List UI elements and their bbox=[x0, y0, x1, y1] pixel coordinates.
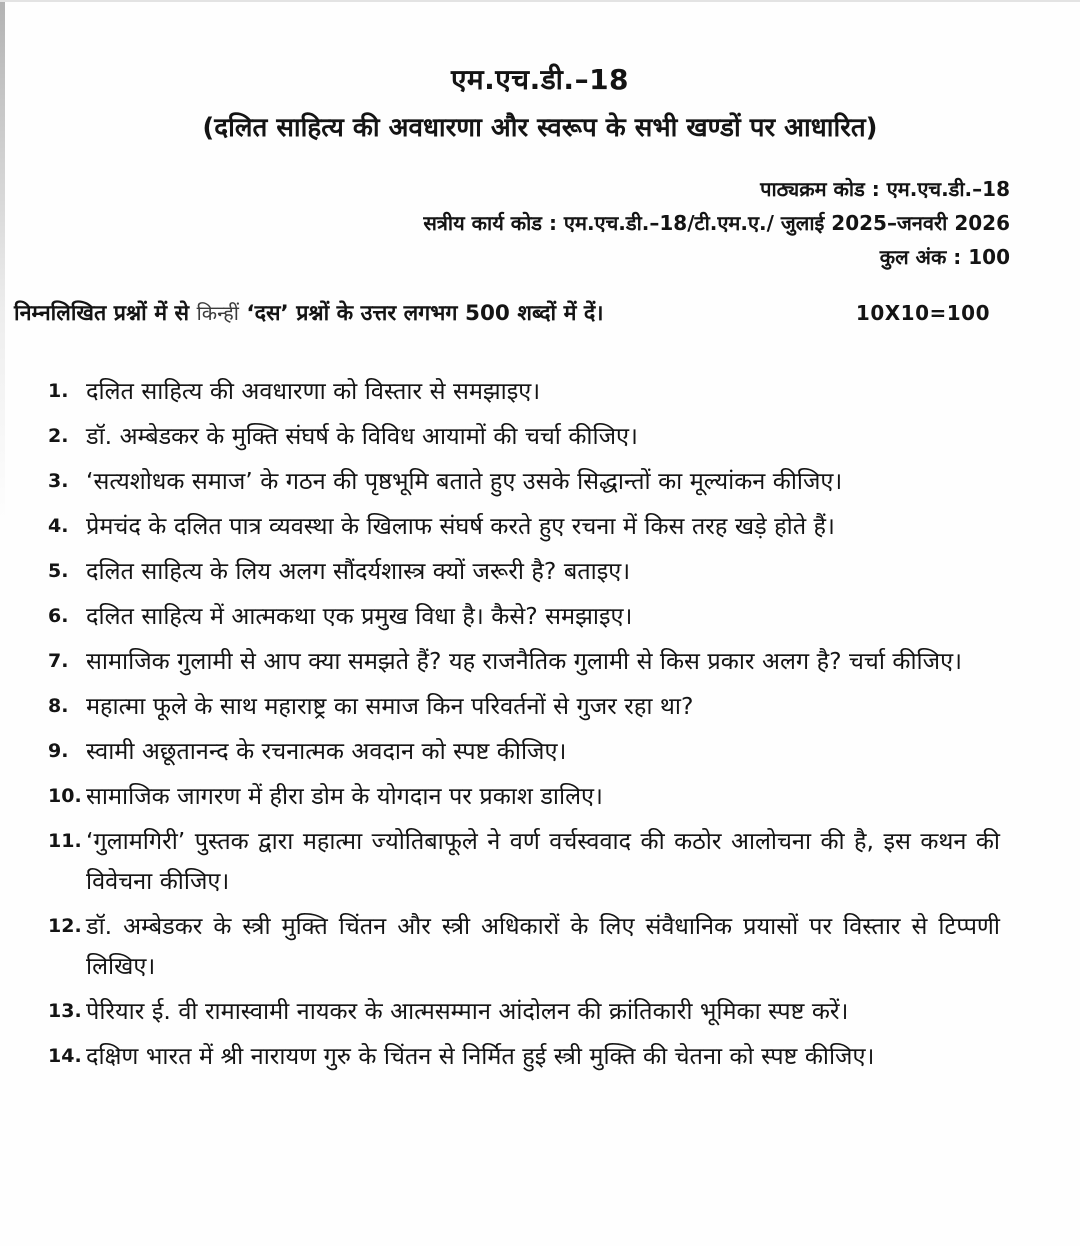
question-number: 1. bbox=[48, 380, 69, 402]
question-list bbox=[0, 371, 1080, 1076]
question-number: 9. bbox=[48, 740, 69, 762]
question-text: सामाजिक गुलामी से आप क्या समझते हैं? यह राजनैतिक गुलामी से किस प्रकार अलग है? चर्चा कीजिए। bbox=[86, 647, 962, 675]
assignment-code: सत्रीय कार्य कोड : एम.एच.डी.–18/टी.एम.ए./ जुलाई 2025–जनवरी 2026 bbox=[423, 211, 1010, 235]
page-subtitle: (दलित साहित्य की अवधारणा और स्वरूप के सभी खण्डों पर आधारित) bbox=[202, 113, 878, 143]
question-text: प्रेमचंद के दलित पात्र व्यवस्था के खिलाफ संघर्ष करते हुए रचना में किस तरह खड़े होते हैं। bbox=[86, 512, 835, 540]
question-number: 12. bbox=[48, 915, 82, 937]
question-number: 6. bbox=[48, 605, 69, 627]
question-number: 7. bbox=[48, 650, 69, 672]
question-number: 11. bbox=[48, 830, 82, 852]
question-item bbox=[0, 506, 1080, 546]
question-text: दलित साहित्य की अवधारणा को विस्तार से समझाइए। bbox=[86, 377, 541, 405]
question-number: 5. bbox=[48, 560, 69, 582]
question-text: पेरियार ई. वी रामास्वामी नायकर के आत्मसम्मान आंदोलन की क्रांतिकारी भूमिका स्पष्ट करें। bbox=[86, 997, 849, 1025]
question-item bbox=[0, 371, 1080, 411]
question-text: ‘गुलामगिरी’ पुस्तक द्वारा महात्मा ज्योतिबाफूले ने वर्ण वर्चस्ववाद की कठोर आलोचना की है, इस कथन की विवेचना कीजिए। bbox=[86, 827, 1000, 895]
question-number: 14. bbox=[48, 1045, 82, 1067]
question-text: डॉ. अम्बेडकर के स्त्री मुक्ति चिंतन और स्त्री अधिकारों के लिए संवैधानिक प्रयासों पर विस्तार से टिप्पणी लिखिए। bbox=[86, 912, 1000, 980]
course-code: पाठ्यक्रम कोड : एम.एच.डी.–18 bbox=[760, 177, 1010, 201]
question-item bbox=[0, 551, 1080, 591]
instruction-text bbox=[14, 298, 604, 327]
question-text: ‘सत्यशोधक समाज’ के गठन की पृष्ठभूमि बताते हुए उसके सिद्धान्तों का मूल्यांकन कीजिए। bbox=[86, 467, 843, 495]
question-item bbox=[0, 821, 1080, 901]
meta-block bbox=[0, 172, 1080, 274]
question-text: महात्मा फूले के साथ महाराष्ट्र का समाज किन परिवर्तनों से गुजर रहा था? bbox=[86, 692, 694, 720]
question-item bbox=[0, 731, 1080, 771]
question-item bbox=[0, 686, 1080, 726]
question-item bbox=[0, 776, 1080, 816]
question-number: 4. bbox=[48, 515, 69, 537]
question-text: दक्षिण भारत में श्री नारायण गुरु के चिंतन से निर्मित हुई स्त्री मुक्ति की चेतना को स्पष्ट कीजिए। bbox=[86, 1042, 875, 1070]
question-text: दलित साहित्य के लिय अलग सौंदर्यशास्त्र क्यों जरूरी है? बताइए। bbox=[86, 557, 631, 585]
question-item bbox=[0, 416, 1080, 456]
question-text: सामाजिक जागरण में हीरा डोम के योगदान पर प्रकाश डालिए। bbox=[86, 782, 603, 810]
page-title: एम.एच.डी.–18 bbox=[450, 63, 630, 96]
question-number: 10. bbox=[48, 785, 82, 807]
instruction-row bbox=[0, 298, 1080, 327]
question-item bbox=[0, 1036, 1080, 1076]
question-item bbox=[0, 991, 1080, 1031]
instruction-prefix: निम्नलिखित प्रश्नों में से bbox=[14, 301, 190, 326]
total-marks: कुल अंक : 100 bbox=[879, 245, 1010, 269]
question-number: 8. bbox=[48, 695, 69, 717]
question-item bbox=[0, 596, 1080, 636]
question-number: 3. bbox=[48, 470, 69, 492]
question-text: स्वामी अछूतानन्द के रचनात्मक अवदान को स्पष्ट कीजिए। bbox=[86, 737, 567, 765]
question-item bbox=[0, 906, 1080, 986]
marks-scheme: 10X10=100 bbox=[855, 301, 990, 325]
question-number: 13. bbox=[48, 1000, 82, 1022]
question-item bbox=[0, 641, 1080, 681]
question-text: दलित साहित्य में आत्मकथा एक प्रमुख विधा है। कैसे? समझाइए। bbox=[86, 602, 633, 630]
instruction-light-word: किन्हीं bbox=[196, 301, 239, 325]
instruction-suffix: ‘दस’ प्रश्नों के उत्तर लगभग 500 शब्दों में दें। bbox=[246, 301, 604, 326]
question-number: 2. bbox=[48, 425, 69, 447]
question-text: डॉ. अम्बेडकर के मुक्ति संघर्ष के विविध आयामों की चर्चा कीजिए। bbox=[86, 422, 638, 450]
question-item bbox=[0, 461, 1080, 501]
